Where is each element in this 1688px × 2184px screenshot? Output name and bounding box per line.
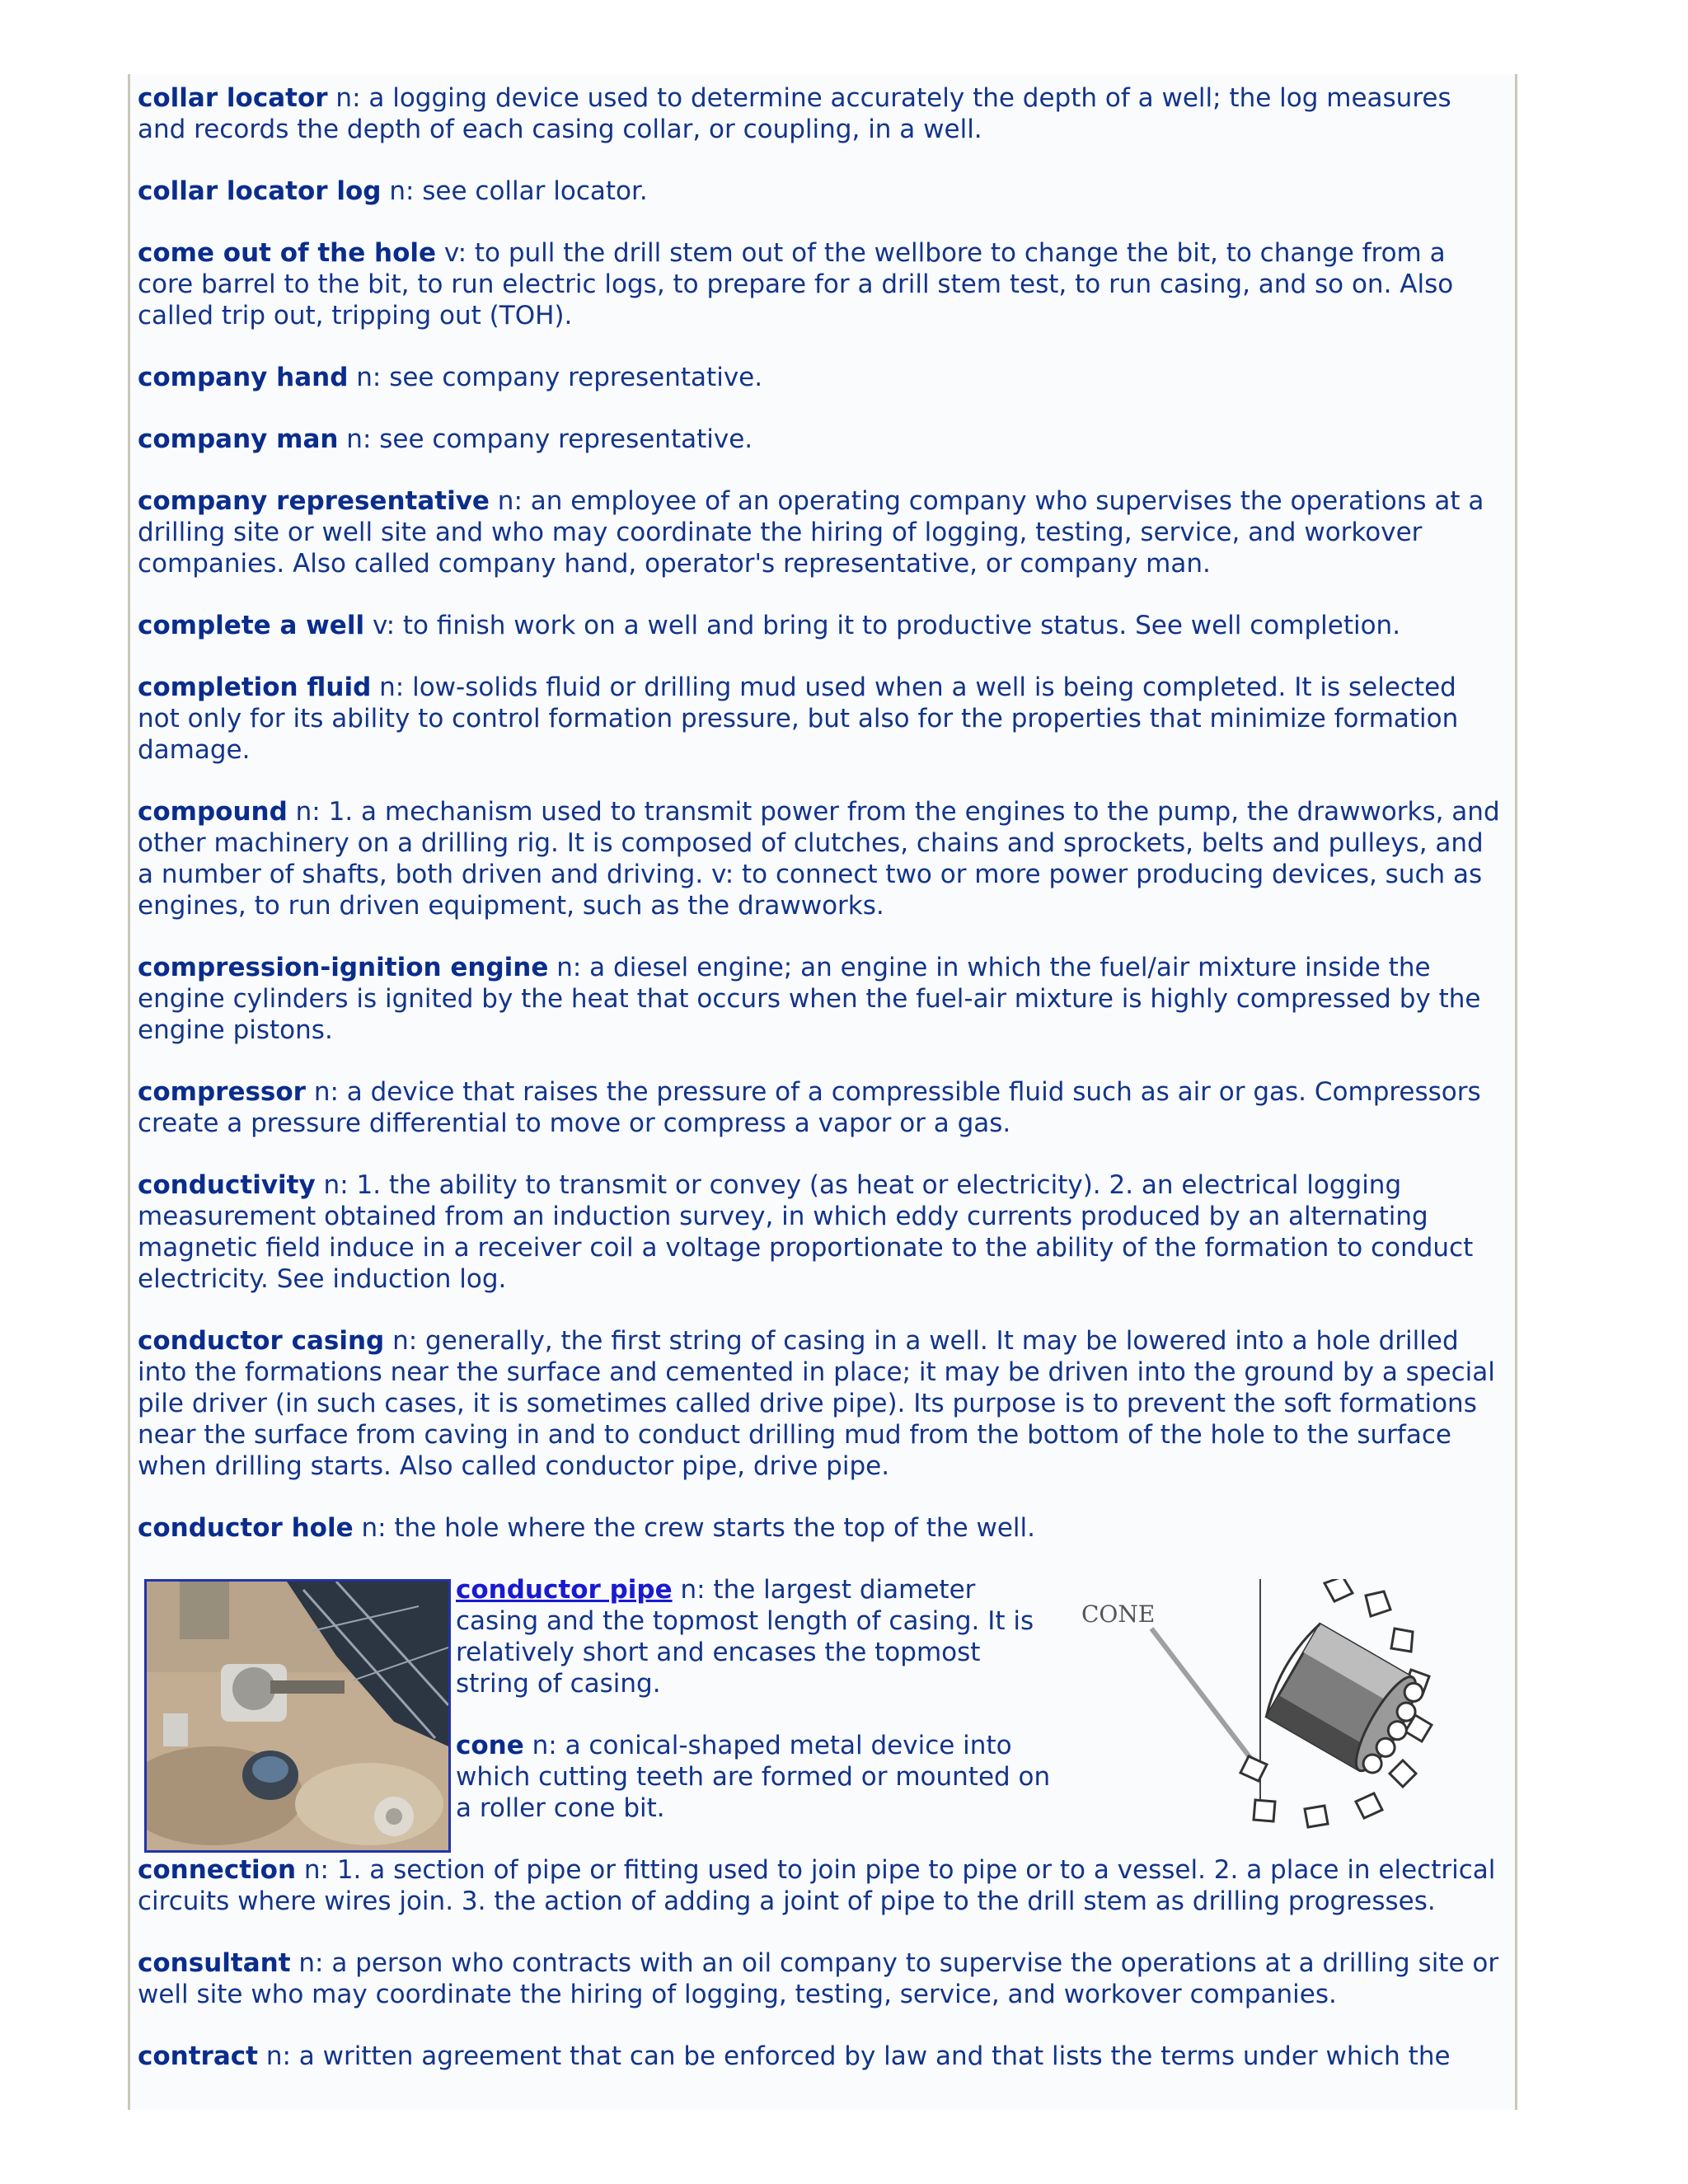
entry-term: compound — [138, 797, 288, 827]
entry-term: complete a well — [138, 611, 365, 640]
glossary-entry — [138, 1947, 1506, 2010]
entry-term: company man — [138, 424, 339, 454]
entry-definition: n: a conical-shaped metal device into which cutting teeth are formed or mounted on a roller cone bit. — [456, 1731, 1051, 1823]
glossary-content — [138, 82, 1506, 2102]
entry-term: collar locator — [138, 83, 328, 113]
entry-definition: n: generally, the first string of casing in a well. It may be lowered into a hole drilled into the formations near the surface and cemented in place; it may be driven into the ground by a special pile driver (in such cases, it is sometimes called drive pipe). Its purpose is to prevent the soft formations near the surface from caving in and to conduct drilling mud from the bottom of the hole to the surface when drilling starts. Also called conductor pipe, drive pipe. — [138, 1326, 1495, 1481]
entry-definition: n: a device that raises the pressure of a compressible fluid such as air or gas. Compressors create a pressure differential to move or compress a vapor or a gas. — [138, 1077, 1481, 1138]
entry-term: completion fluid — [138, 673, 372, 702]
entry-term: company hand — [138, 363, 349, 392]
entry-definition: n: a logging device used to determine accurately the depth of a well; the log measures and records the depth of each casing collar, or coupling, in a well. — [138, 83, 1451, 144]
glossary-entry — [138, 610, 1506, 641]
glossary-entry — [138, 1512, 1506, 1544]
glossary-entry — [138, 82, 1506, 145]
entry-definition: n: the hole where the crew starts the top of the well. — [353, 1513, 1036, 1543]
entry-definition: v: to pull the drill stem out of the wellbore to change the bit, to change from a core barrel to the bit, to run electric logs, to prepare for a drill stem test, to run casing, and so on. Also called trip out, tripping out (TOH). — [138, 238, 1454, 330]
glossary-entry — [138, 424, 1506, 455]
entry-definition: n: 1. the ability to transmit or convey (as heat or electricity). 2. an electrical logging measurement obtained from an induction survey, in which eddy currents produced by an alternating magnetic field induce in a receiver coil a voltage proportionate to the ability of the formation to conduct electricity. See induction log. — [138, 1170, 1474, 1294]
entry-definition: n: an employee of an operating company who supervises the operations at a drilling site or well site and who may coordinate the hiring of logging, testing, service, and workover companies. Also called company hand, operator's representative, or company man. — [138, 486, 1484, 579]
glossary-entry — [138, 1076, 1506, 1139]
entry-definition: n: a person who contracts with an oil company to supervise the operations at a drilling site or well site who may coordinate the hiring of logging, testing, service, and workover companies. — [138, 1948, 1499, 2009]
entry-definition: n: 1. a mechanism used to transmit power from the engines to the pump, the drawworks, and other machinery on a drilling rig. It is composed of clutches, chains and sprockets, belts and pulleys, and a number of shafts, both driven and driving. v: to connect two or more power producing devices, such as engines, to run driven equipment, such as the drawworks. — [138, 797, 1500, 921]
entry-term: connection — [138, 1855, 297, 1885]
entry-term: compression-ignition engine — [138, 953, 549, 982]
conductor-pipe-link[interactable]: conductor pipe — [456, 1575, 673, 1605]
entry-term: compressor — [138, 1077, 306, 1107]
glossary-entry — [138, 1854, 1506, 1917]
entry-definition: n: see company representative. — [338, 424, 753, 454]
entry-definition: n: a written agreement that can be enforced by law and that lists the terms under which the — [257, 2041, 1451, 2071]
entry-term: collar locator log — [138, 176, 382, 206]
cone-label: CONE — [1081, 1601, 1156, 1628]
conductor-pipe-photo — [144, 1579, 451, 1853]
entry-term: conductivity — [138, 1170, 316, 1200]
cone-diagram — [1077, 1579, 1506, 1851]
glossary-entry — [138, 1169, 1506, 1295]
entry-definition: n: see collar locator. — [381, 176, 648, 206]
glossary-entry — [138, 362, 1506, 393]
entry-definition: n: low-solids fluid or drilling mud used when a well is being completed. It is selected not only for its ability to control formation pressure, but also for the properties that minimize formation damage. — [138, 673, 1459, 765]
glossary-entry — [138, 176, 1506, 207]
glossary-entry — [138, 237, 1506, 331]
glossary-entry — [138, 2041, 1506, 2072]
entry-term: company representative — [138, 486, 490, 516]
glossary-entry — [138, 952, 1506, 1046]
entry-term: contract — [138, 2041, 258, 2071]
glossary-entry — [138, 485, 1506, 579]
glossary-page — [128, 74, 1517, 2110]
entry-term: conductor casing — [138, 1326, 385, 1356]
entry-term: cone — [456, 1731, 524, 1760]
entry-term: conductor hole — [138, 1513, 354, 1543]
entry-term: come out of the hole — [138, 238, 437, 268]
glossary-entry — [138, 1325, 1506, 1482]
glossary-entry — [138, 672, 1506, 766]
glossary-entry — [138, 796, 1506, 921]
entry-definition: n: the largest diameter casing and the topmost length of casing. It is relatively short and encases the topmost string of casing. — [456, 1575, 1034, 1699]
entry-term: consultant — [138, 1948, 291, 1978]
entry-definition: n: 1. a section of pipe or fitting used to join pipe to pipe or to a vessel. 2. a place in electrical circuits where wires join. 3. the action of adding a joint of pipe to the drill stem as drilling progresses. — [138, 1855, 1496, 1916]
figure-block — [138, 1574, 1506, 1947]
entry-definition: n: see company representative. — [348, 363, 763, 392]
entry-definition: n: a diesel engine; an engine in which the fuel/air mixture inside the engine cylinders is ignited by the heat that occurs when the fuel-air mixture is highly compressed by the engine pistons. — [138, 953, 1481, 1045]
entry-definition: v: to finish work on a well and bring it to productive status. See well completion. — [364, 611, 1401, 640]
